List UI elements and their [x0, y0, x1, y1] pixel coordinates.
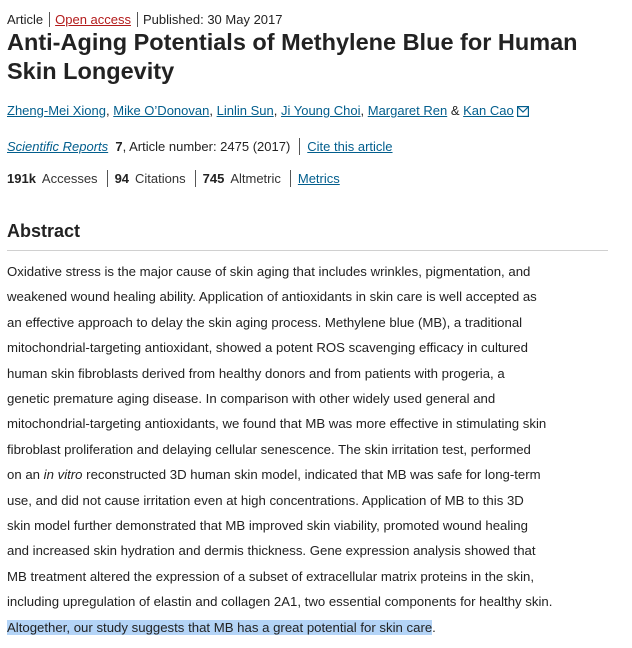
article-meta-line [7, 10, 282, 28]
citations-label: Citations [135, 171, 186, 186]
metrics-separator [107, 170, 108, 187]
journal-line [7, 138, 393, 155]
abstract-line: human skin fibroblasts derived from healthy donors and from patients with progeria, a [7, 365, 505, 381]
section-divider [7, 250, 608, 251]
metrics-bar [7, 170, 340, 187]
metrics-link[interactable]: Metrics [297, 171, 340, 186]
article-number: , Article number: 2475 (2017) [122, 139, 291, 154]
author-separator: , [209, 103, 213, 118]
abstract-line: fibroblast proliferation and delaying cellular senescence. The skin irritation test, performed [7, 441, 531, 457]
author-separator: , [273, 103, 278, 118]
abstract-line: an effective approach to delay the skin aging process. Methylene blue (MB), a traditional [7, 314, 523, 330]
abstract-line: mitochondrial-targeting antioxidants, we found that MB was more effective in stimulating skin [7, 416, 547, 432]
author-ampersand: & [450, 103, 460, 118]
abstract-line: including upregulation of elastin and collagen 2A1, two essential components for healthy skin. [7, 594, 553, 610]
meta-separator [49, 12, 50, 27]
author-separator: , [360, 103, 365, 118]
journal-separator [299, 138, 300, 155]
abstract-line: use, and did not cause irritation even at high concentrations. Application of MB to this 3D [7, 492, 524, 508]
abstract-line: weakened wound healing ability. Application of antioxidants in skin care is well accepted as [7, 289, 537, 305]
author-link[interactable]: Linlin Sun [216, 103, 274, 118]
altmetric-label: Altmetric [230, 171, 281, 186]
author-separator: , [106, 103, 110, 118]
metrics-separator [290, 170, 291, 187]
author-list [7, 103, 529, 118]
email-icon[interactable] [517, 105, 529, 116]
abstract-heading: Abstract [7, 221, 81, 241]
author-link[interactable]: Ji Young Choi [280, 103, 361, 118]
metrics-separator [195, 170, 196, 187]
abstract-italic-term: in vitro [43, 467, 83, 483]
article-title: Anti-Aging Potentials of Methylene Blue for Human Skin Longevity [7, 29, 578, 84]
cite-article-link[interactable]: Cite this article [307, 139, 393, 154]
journal-link[interactable]: Scientific Reports [7, 139, 109, 154]
author-link[interactable]: Mike O’Donovan [113, 103, 210, 118]
article-type: Article [7, 11, 44, 27]
citations-count: 94 [114, 171, 130, 186]
author-link[interactable]: Zheng-Mei Xiong [7, 103, 106, 118]
open-access-link[interactable]: Open access [55, 11, 131, 27]
abstract-line [7, 615, 611, 640]
accesses-label: Accesses [41, 171, 98, 186]
abstract-fragment: . [432, 619, 436, 635]
accesses-count: 191k [7, 171, 36, 186]
author-link[interactable]: Margaret Ren [367, 103, 448, 118]
abstract-line: and increased skin hydration and dermis thickness. Gene expression analysis showed that [7, 543, 536, 559]
journal-volume: 7 [115, 139, 123, 154]
meta-separator [137, 12, 138, 27]
altmetric-score: 745 [202, 171, 225, 186]
abstract-line: MB treatment altered the expression of a subset of extracellular matrix proteins in the skin, [7, 568, 535, 584]
selected-text[interactable]: Altogether, our study suggests that MB has a great potential for skin care [7, 619, 433, 635]
published-date: Published: 30 May 2017 [143, 11, 283, 27]
abstract-line: skin model further demonstrated that MB improved skin viability, promoted wound healing [7, 518, 528, 534]
abstract-line: genetic premature aging disease. In comparison with other widely used general and [7, 391, 496, 407]
abstract-body [7, 259, 611, 640]
abstract-line: mitochondrial-targeting antioxidant, showed a potent ROS scavenging efficacy in cultured [7, 340, 528, 356]
author-link[interactable]: Kan Cao [463, 103, 514, 118]
abstract-fragment: on an [7, 467, 44, 483]
abstract-line: Oxidative stress is the major cause of skin aging that includes wrinkles, pigmentation, and [7, 264, 531, 279]
abstract-line [7, 462, 611, 487]
abstract-fragment: reconstructed 3D human skin model, indicated that MB was safe for long-term [82, 467, 541, 483]
